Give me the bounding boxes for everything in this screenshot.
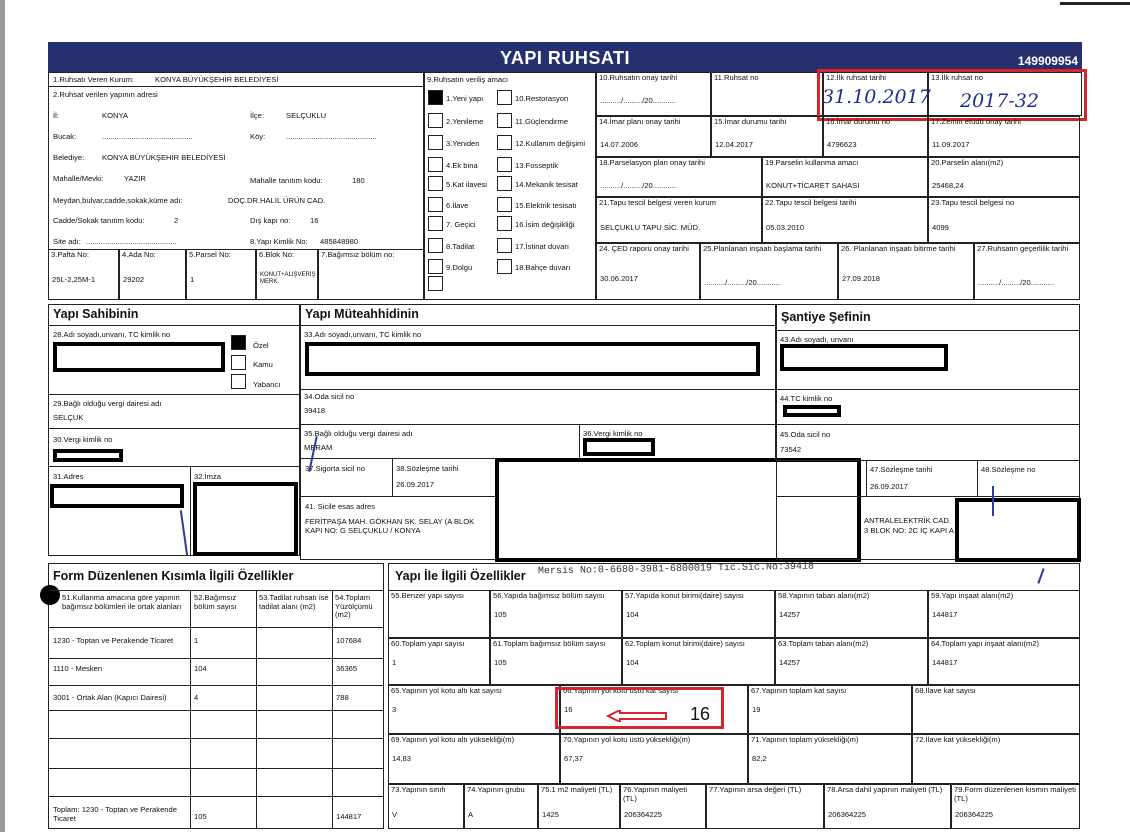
form-row-name: 3001 - Ortak Alan (Kapıcı Dairesi) — [53, 693, 167, 702]
f79-label: 79.Form düzenlenen kısmın maliyeti (TL) — [954, 785, 1076, 803]
h54: 54.Toplam Yüzölçümü (m2) — [335, 593, 373, 620]
f18-cell — [596, 157, 762, 197]
redacted-contractor-tax-id — [583, 438, 655, 456]
f67-label: 67.Yapının toplam kat sayısı — [751, 686, 847, 695]
f34-value: 39418 — [304, 406, 326, 415]
divider — [48, 590, 384, 591]
divider — [300, 424, 776, 425]
divider — [776, 330, 1080, 331]
ilce-value: SELÇUKLU — [286, 111, 327, 120]
divider — [776, 424, 1080, 425]
il-label: İl: — [53, 111, 59, 120]
f14-cell — [596, 116, 711, 157]
purpose-option-label: 3.Yeniden — [446, 139, 480, 148]
f18-label: 18.Parselasyon plan onay tarihi — [599, 158, 705, 167]
dis-kapi-value: 16 — [310, 216, 319, 225]
f19-cell — [762, 157, 928, 197]
divider — [48, 86, 424, 87]
f20-label: 20.Parselin alanı(m2) — [931, 158, 1004, 167]
redacted-signature — [193, 482, 298, 556]
f58-cell — [775, 590, 928, 638]
f59-label: 59.Yapı inşaat alanı(m2) — [931, 591, 1014, 600]
form-title: Form Düzenlenen Kısımla İlgili Özellikler — [53, 569, 294, 583]
f63-value: 14257 — [779, 658, 801, 667]
form-row-name: 1230 - Toptan ve Perakende Ticaret — [53, 636, 174, 645]
purpose-option-label: 11.Güçlendirme — [515, 117, 569, 126]
f75-label: 75.1 m2 maliyeti (TL) — [541, 785, 613, 794]
f73-value: V — [392, 810, 398, 819]
highlight-first-permit — [817, 69, 1087, 121]
divider — [190, 466, 191, 556]
f16-label: 16.İmar durumu no — [826, 117, 891, 126]
row-divider — [48, 627, 384, 628]
f57-value: 104 — [626, 610, 639, 619]
f11-cell — [711, 72, 823, 116]
divider — [300, 496, 500, 497]
purpose-checkbox[interactable] — [497, 157, 512, 172]
divider — [300, 325, 776, 326]
f25-value: ........../........./20........... — [704, 278, 780, 287]
form-total-name: Toplam: 1230 - Toptan ve Perakende Ticaret — [53, 805, 177, 823]
f77-cell — [706, 784, 824, 829]
row-divider — [48, 658, 384, 659]
site-chief-title: Şantiye Şefinin — [781, 310, 871, 324]
f12-handwritten: 31.10.2017 — [822, 86, 931, 108]
f65-value: 3 — [392, 705, 397, 714]
f38-value: 26.09.2017 — [396, 480, 435, 489]
f10-label: 10.Ruhsatın onay tarihi — [599, 73, 678, 82]
form-total-area: 144817 — [336, 812, 362, 821]
purpose-option-label: 6.İlave — [446, 201, 469, 210]
f79-value: 206364225 — [955, 810, 994, 819]
f55-cell — [388, 590, 490, 638]
redacted-chief-tc — [783, 405, 841, 417]
f61-label: 61.Toplam bağımsız bölüm sayısı — [493, 639, 606, 648]
f73-label: 73.Yapının sınıfı — [391, 785, 446, 794]
form-row-area: 788 — [336, 693, 349, 702]
f24-cell — [596, 243, 700, 300]
f66-label: 66.Yapının yol kotu üstü kat sayısı — [563, 686, 679, 695]
f27-value: ........../........./20........... — [978, 278, 1054, 287]
f70-cell — [560, 734, 748, 784]
f47-value: 26.09.2017 — [870, 482, 909, 491]
f13-label: 13.İlk ruhsat no — [931, 73, 983, 82]
f17-cell — [928, 116, 1080, 157]
f71-cell — [748, 734, 912, 784]
divider — [300, 389, 776, 390]
belediye-value: KONYA BÜYÜKŞEHİR BELEDİYESİ — [102, 153, 226, 162]
f79-cell — [951, 784, 1080, 829]
h53: 53.Tadilat ruhsatı ise tadilat alanı (m2) — [259, 593, 329, 611]
f74-value: A — [468, 810, 474, 819]
opt-kamu: Kamu — [253, 360, 273, 369]
f70-label: 70.Yapının yol kotu üstü yüksekliği(m) — [563, 735, 691, 744]
purpose-option-label: 13.Fosseptik — [515, 161, 559, 170]
f28-label: 28.Adı soyadı,unvanı, TC kimlik no — [53, 330, 171, 339]
koy-label: Köy: — [250, 132, 266, 141]
f22-value: 05.03.2010 — [766, 223, 805, 232]
f62-value: 104 — [626, 658, 639, 667]
purpose-option-label: 2.Yenileme — [446, 117, 484, 126]
f55-label: 55.Benzer yapı sayısı — [391, 591, 465, 600]
f33-label: 33.Adı soyadı,unvanı, TC kimlik no — [304, 330, 422, 339]
purpose-option-label: 12.Kullanım değişimi — [515, 139, 586, 148]
f29-label: 29.Bağlı olduğu vergi dairesi adı — [53, 399, 162, 408]
redacted-contractor-name — [305, 342, 760, 376]
checkbox-kamu[interactable] — [231, 355, 246, 370]
purpose-checkbox[interactable] — [497, 135, 512, 150]
f62-cell — [622, 638, 775, 685]
f20-cell — [928, 157, 1080, 197]
purpose-option-label: 18.Bahçe duvarı — [515, 263, 571, 272]
f57-cell — [622, 590, 775, 638]
f21-cell — [596, 197, 762, 243]
f76-cell — [620, 784, 706, 829]
kimlik-label: 8.Yapı Kimlik No: — [250, 237, 308, 246]
f11-label: 11.Ruhsat no — [714, 73, 759, 82]
page-title: YAPI RUHSATI — [499, 48, 631, 68]
f63-cell — [775, 638, 928, 685]
form-row-count: 1 — [194, 636, 199, 645]
f41-value: FERİTPAŞA MAH. GÖKHAN SK. SELAY (A BLOK KAPI NO: G SELÇUKLU / KONYA — [305, 517, 475, 536]
f71-label: 71.Yapının toplam yüksekliği(m) — [751, 735, 859, 744]
checkbox-ozel[interactable] — [231, 335, 246, 350]
parsel-label: 5.Parsel No: — [189, 250, 231, 259]
f22-label: 22.Tapu tescil belgesi tarihi — [765, 198, 857, 207]
cadde-kod-value: 2 — [174, 216, 179, 225]
divider — [866, 460, 867, 496]
redacted-tax-id — [53, 449, 123, 462]
blok-label: 6.Blok No: — [259, 250, 295, 259]
f19-value: KONUT+TİCARET SAHASI — [766, 181, 860, 190]
f14-label: 14.İmar planı onay tarihi — [599, 117, 681, 126]
f71-value: 82,2 — [752, 754, 767, 763]
row-divider — [48, 768, 384, 769]
purpose-checkbox[interactable] — [497, 113, 512, 128]
divider — [776, 460, 1080, 461]
purpose-checkbox[interactable] — [428, 197, 443, 212]
meydan-value: DOÇ.DR.HALİL ÜRÜN CAD. — [228, 196, 326, 205]
f1-label: 1.Ruhsatı Veren Kurum: — [53, 75, 135, 84]
f76-value: 206364225 — [624, 810, 663, 819]
divider — [776, 389, 1080, 390]
purpose-checkbox[interactable] — [497, 176, 512, 191]
f62-label: 62.Toplam konut birimi(daire) sayısı — [625, 639, 745, 648]
mahalle-kod-label: Mahalle tanıtım kodu: — [250, 176, 323, 185]
pen-mark — [992, 486, 994, 516]
f66-value: 16 — [564, 705, 573, 714]
f75-cell — [538, 784, 620, 829]
bucak-label: Bucak: — [53, 132, 77, 141]
f27-label: 27.Ruhsatın geçerlilik tarihi — [977, 244, 1069, 253]
purpose-option-label: 4.Ek bina — [446, 161, 478, 170]
purpose-checkbox[interactable] — [497, 90, 512, 105]
site-label: Site adı: — [53, 237, 81, 246]
purpose-checkbox[interactable] — [497, 259, 512, 274]
f60-label: 60.Toplam yapı sayısı — [391, 639, 465, 648]
form-total-count: 105 — [194, 812, 207, 821]
purpose-checkbox[interactable] — [428, 113, 443, 128]
document-number: 149909954 — [1017, 54, 1078, 68]
divider — [48, 466, 300, 467]
f26-cell — [838, 243, 974, 300]
f20-value: 25468,24 — [932, 181, 964, 190]
h52: 52.Bağımsız bölüm sayısı — [194, 593, 237, 611]
f60-cell — [388, 638, 490, 685]
divider — [776, 496, 1080, 497]
f56-value: 105 — [494, 610, 507, 619]
purpose-option-label: 5.Kat ilavesi — [446, 180, 487, 189]
scan-mark — [1060, 2, 1130, 5]
purpose-label: 9.Ruhsatın veriliş amacı — [427, 75, 509, 84]
owner-title: Yapı Sahibinin — [53, 307, 139, 321]
purpose-option-label: 14.Mekanik tesisat — [515, 180, 578, 189]
belediye-label: Belediye: — [53, 153, 85, 162]
f21-value: SELÇUKLU TAPU SİC. MÜD. — [600, 223, 701, 232]
blok-value: KONUT+ALIŞVERİŞ MERK. — [260, 272, 316, 285]
f60-value: 1 — [392, 658, 397, 667]
f65-label: 65.Yapının yol kotu altı kat sayısı — [391, 686, 502, 695]
opt-ozel: Özel — [253, 341, 269, 350]
f59-value: 144817 — [932, 610, 958, 619]
purpose-option-label: 16.İsim değişikliği — [515, 220, 575, 229]
f75-value: 1425 — [542, 810, 559, 819]
f56-cell — [490, 590, 622, 638]
kimlik-value: 485848980 — [320, 237, 359, 246]
row-divider — [48, 685, 384, 686]
f48-label: 48.Sözleşme no — [981, 465, 1036, 474]
redacted-owner-name — [53, 342, 225, 372]
redacted-address — [50, 484, 184, 508]
f43-label: 43.Adı soyadı, unvanı — [780, 335, 854, 344]
opt-yabanci: Yabancı — [253, 380, 281, 389]
f76-label: 76.Yapının maliyeti (TL) — [623, 785, 688, 803]
f15-cell — [711, 116, 823, 157]
floor-count-annotation: 16 — [690, 704, 711, 724]
f29-value: SELÇUK — [53, 413, 84, 422]
f68-cell — [912, 685, 1080, 734]
f35-label: 35.Bağlı olduğu vergi dairesi adı — [304, 429, 413, 438]
f32-label: 32.İmza — [194, 472, 222, 481]
redacted-chief-name — [780, 344, 948, 371]
f74-label: 74.Yapının grubu — [467, 785, 525, 794]
divider — [48, 394, 300, 395]
f65-cell — [388, 685, 560, 734]
form-row-count: 4 — [194, 693, 199, 702]
f26-label: 26. Planlanan inşaatı bitirme tarihi — [841, 244, 956, 253]
f1-value: KONYA BÜYÜKŞEHİR BELEDİYESİ — [155, 75, 279, 84]
purpose-option-label: 1.Yeni yapı — [446, 94, 484, 103]
red-arrow — [606, 709, 668, 721]
header-bar — [48, 42, 1082, 72]
purpose-checkbox[interactable] — [428, 135, 443, 150]
f25-cell — [700, 243, 838, 300]
f21-label: 21.Tapu tescil belgesi veren kurum — [599, 198, 716, 207]
dis-kapi-label: Dış kapı no: — [250, 216, 291, 225]
form-row-area: 36365 — [336, 664, 358, 673]
f59-cell — [928, 590, 1080, 638]
building-title: Yapı İle İlgili Özellikler — [395, 569, 526, 583]
f41-label: 41. Sicile esas adres — [305, 502, 376, 511]
pafta-value: 25L-2,25M-1 — [52, 275, 96, 284]
f61-value: 105 — [494, 658, 507, 667]
purpose-option-label: 9.Dolgu — [446, 263, 473, 272]
purpose-checkbox[interactable] — [428, 238, 443, 253]
f77-label: 77.Yapının arsa değeri (TL) — [709, 785, 802, 794]
f73-cell — [388, 784, 464, 829]
f68-label: 68.İlave kat sayısı — [915, 686, 976, 695]
f18-value: ........../........./20........... — [600, 181, 676, 190]
f36-label: 36.Vergi kimlik no — [583, 429, 643, 438]
f67-cell — [748, 685, 912, 734]
company-stamp: Mersis No:0-6680-3981-6800019 Tic.Sic.No:39418 — [537, 561, 815, 578]
ada-cell — [119, 249, 186, 300]
f14-value: 14.07.2006 — [600, 140, 639, 149]
f15-value: 12.04.2017 — [715, 140, 754, 149]
purpose-checkbox[interactable] — [497, 197, 512, 212]
purpose-extra-checkbox[interactable] — [428, 276, 443, 291]
f24-value: 30.06.2017 — [600, 274, 639, 283]
bagimsiz-cell — [318, 249, 424, 300]
f16-cell — [823, 116, 928, 157]
redacted-chief-details — [955, 498, 1081, 562]
f72-cell — [912, 734, 1080, 784]
bucak-value: ........................................... — [102, 132, 193, 141]
parsel-cell — [186, 249, 256, 300]
f61-cell — [490, 638, 622, 685]
f64-label: 64.Toplam yapı inşaat alanı(m2) — [931, 639, 1040, 648]
f38-label: 38.Sözleşme tarihi — [396, 464, 459, 473]
f67-value: 19 — [752, 705, 761, 714]
f19-label: 19.Parselin kullanma amacı — [765, 158, 859, 167]
koy-value: ........................................... — [286, 132, 377, 141]
f13-handwritten: 2017-32 — [960, 90, 1039, 112]
f69-value: 14,83 — [392, 754, 412, 763]
form-row-name: 1110 - Mesken — [53, 664, 103, 673]
f57-label: 57.Yapıda konut birimi(daire) sayısı — [625, 591, 744, 600]
f78-cell — [824, 784, 951, 829]
purpose-option-label: 15.Elektrik tesisatı — [515, 201, 577, 210]
f74-cell — [464, 784, 538, 829]
pafta-label: 3.Pafta No: — [51, 250, 89, 259]
f47-label: 47.Sözleşme tarihi — [870, 465, 933, 474]
ada-value: 29202 — [123, 275, 145, 284]
f2-label: 2.Ruhsat verilen yapının adresi — [53, 90, 158, 99]
f10-value: ........../........./20........... — [600, 96, 676, 105]
f58-label: 58.Yapının taban alanı(m2) — [778, 591, 870, 600]
purpose-option-label: 10.Restorasyon — [515, 94, 569, 103]
divider — [48, 325, 300, 326]
f45-value: 73542 — [780, 445, 802, 454]
f69-label: 69.Yapının yol kotu altı yüksekliği(m) — [391, 735, 515, 744]
purpose-checkbox[interactable] — [428, 90, 443, 105]
bagimsiz-label: 7.Bağımsız bölüm no: — [321, 250, 395, 259]
mahalle-label: Mahalle/Mevki: — [53, 174, 104, 183]
row-divider — [48, 796, 384, 797]
f58-value: 14257 — [779, 610, 801, 619]
mahalle-kod-value: 180 — [352, 176, 365, 185]
pafta-cell — [48, 249, 119, 300]
f78-label: 78.Arsa dahil yapının maliyeti (TL) — [827, 785, 943, 794]
f70-value: 67,37 — [564, 754, 584, 763]
f78-value: 206364225 — [828, 810, 867, 819]
f64-cell — [928, 638, 1080, 685]
divider — [977, 460, 978, 496]
purpose-checkbox[interactable] — [497, 216, 512, 231]
purpose-option-label: 8.Tadilat — [446, 242, 475, 251]
f56-label: 56.Yapıda bağımsız bölüm sayısı — [493, 591, 605, 600]
form-row-area: 107684 — [336, 636, 362, 645]
f64-value: 144817 — [932, 658, 958, 667]
contractor-title: Yapı Müteahhidinin — [305, 307, 419, 321]
divider — [579, 424, 580, 458]
f27-cell — [974, 243, 1080, 300]
meydan-label: Meydan,bulvar,cadde,sokak,küme adı: — [53, 196, 183, 205]
f23-label: 23.Tapu tescil belgesi no — [931, 198, 1015, 207]
f37-label: 37.Sigorta sicil no — [305, 464, 365, 473]
divider — [392, 458, 393, 496]
mahalle-value: YAZIR — [124, 174, 146, 183]
purpose-checkbox[interactable] — [428, 157, 443, 172]
f30-label: 30.Vergi kimlik no — [53, 435, 113, 444]
h51: 51.Kullanma amacına göre yapının bağımsız bölümleri ile ortak alanları — [62, 593, 182, 611]
f23-value: 4099 — [932, 223, 949, 232]
f31-label: 31.Adres — [53, 472, 84, 481]
f63-label: 63.Toplam taban alanı(m2) — [778, 639, 869, 648]
site-value: ........................................... — [86, 237, 177, 246]
punch-hole — [40, 585, 60, 605]
f24-label: 24. ÇED raporu onay tarihi — [599, 244, 689, 253]
f17-value: 11.09.2017 — [932, 140, 970, 149]
f34-label: 34.Oda sicil no — [304, 392, 355, 401]
f23-cell — [928, 197, 1080, 243]
divider — [48, 428, 300, 429]
purpose-checkbox[interactable] — [497, 238, 512, 253]
f72-label: 72.İlave kat yüksekliği(m) — [915, 735, 1001, 744]
purpose-option-label: 7. Geçici — [446, 220, 476, 229]
f17-label: 17.Zemin etüdü onay tarihi — [931, 117, 1021, 126]
f12-label: 12.İlk ruhsat tarihi — [826, 73, 886, 82]
purpose-checkbox[interactable] — [428, 216, 443, 231]
f44-label: 44.TC kimlik no — [780, 394, 833, 403]
scan-edge — [0, 0, 5, 832]
blok-cell — [256, 249, 318, 300]
il-value: KONYA — [102, 111, 129, 120]
form-row-count: 104 — [194, 664, 207, 673]
row-divider — [48, 710, 384, 711]
checkbox-yabanci[interactable] — [231, 374, 246, 389]
f15-label: 15.İmar durumu tarihi — [714, 117, 787, 126]
ada-label: 4.Ada No: — [122, 250, 156, 259]
purpose-checkbox[interactable] — [428, 259, 443, 274]
f22-cell — [762, 197, 928, 243]
parsel-value: 1 — [190, 275, 195, 284]
cadde-kod-label: Cadde/Sokak tanıtım kodu: — [53, 216, 145, 225]
f26-value: 27.09.2018 — [842, 274, 881, 283]
f10-cell — [596, 72, 711, 116]
row-divider — [48, 738, 384, 739]
f69-cell — [388, 734, 560, 784]
f35-value: MERAM — [304, 443, 333, 452]
f16-value: 4796623 — [827, 140, 857, 149]
ilce-label: İlçe: — [250, 111, 264, 120]
purpose-checkbox[interactable] — [428, 176, 443, 191]
chief-address: ANTRALELEKTRİK CAD. 3 BLOK NO: 2C İÇ KAPI A — [864, 516, 954, 535]
purpose-option-label: 17.İstinat duvarı — [515, 242, 570, 251]
f25-label: 25.Planlanan inşaatı başlama tarihi — [703, 244, 822, 253]
f45-label: 45.Oda sicil no — [780, 430, 831, 439]
